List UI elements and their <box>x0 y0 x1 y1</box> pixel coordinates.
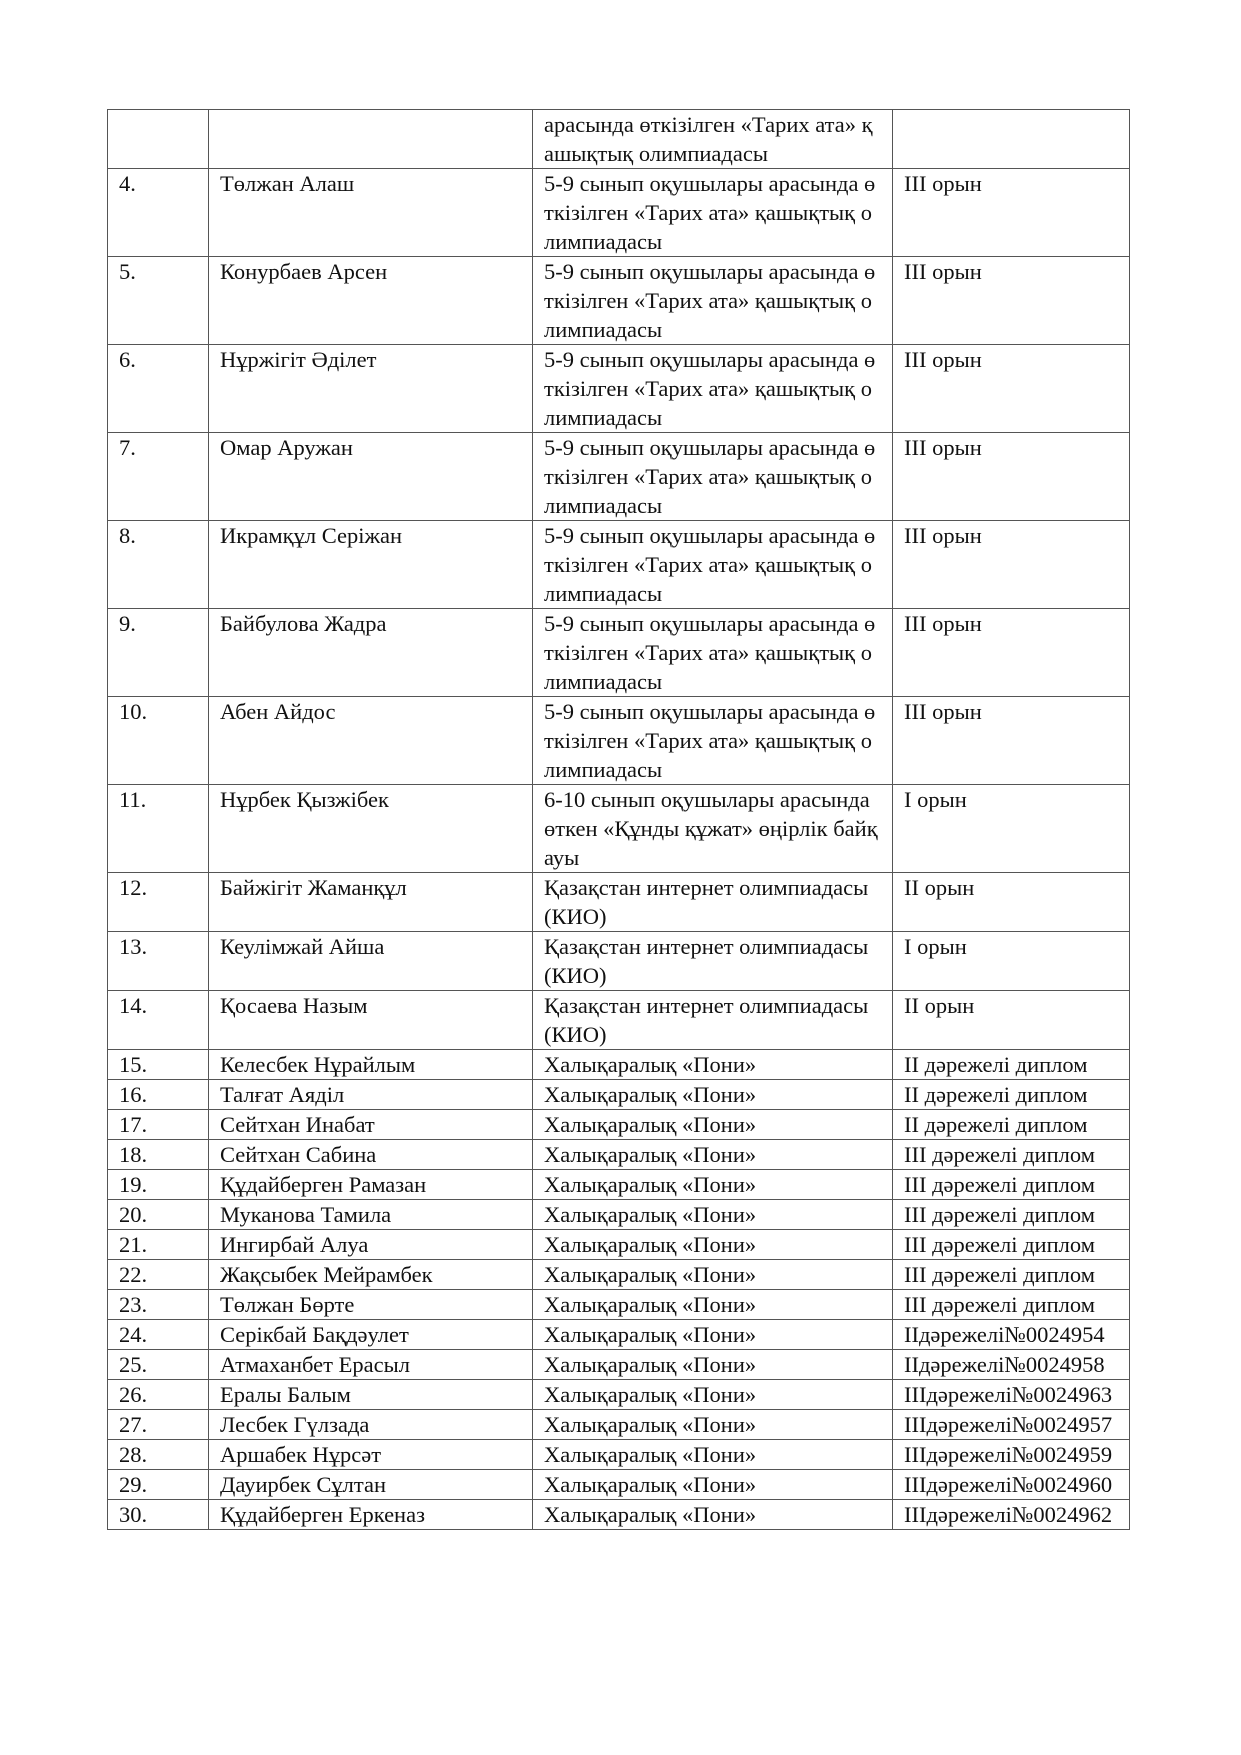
cell-event: Халықаралық «Пони» <box>533 1500 893 1530</box>
cell-num: 12. <box>108 873 209 932</box>
cell-name: Икрамқұл Серіжан <box>209 521 533 609</box>
cell-name: Аршабек Нұрсәт <box>209 1440 533 1470</box>
cell-award: III дәрежелі диплом <box>893 1140 1130 1170</box>
cell-award <box>893 110 1130 169</box>
cell-award: IIIдәрежелі№0024963 <box>893 1380 1130 1410</box>
cell-num: 10. <box>108 697 209 785</box>
cell-award: III дәрежелі диплом <box>893 1200 1130 1230</box>
cell-name: Серікбай Бақдәулет <box>209 1320 533 1350</box>
cell-num: 28. <box>108 1440 209 1470</box>
cell-num: 16. <box>108 1080 209 1110</box>
cell-num: 20. <box>108 1200 209 1230</box>
cell-event: Халықаралық «Пони» <box>533 1440 893 1470</box>
cell-event: арасында өткізілген «Тарих ата» қашықтық олимпиадасы <box>533 110 893 169</box>
cell-event: 5-9 сынып оқушылары арасында өткізілген «Тарих ата» қашықтық олимпиадасы <box>533 433 893 521</box>
cell-award: III дәрежелі диплом <box>893 1170 1130 1200</box>
cell-award: III дәрежелі диплом <box>893 1290 1130 1320</box>
cell-event: Халықаралық «Пони» <box>533 1230 893 1260</box>
table-row <box>108 433 1130 521</box>
cell-award: III орын <box>893 257 1130 345</box>
cell-name: Сейтхан Инабат <box>209 1110 533 1140</box>
table-row <box>108 1140 1130 1170</box>
table-row <box>108 345 1130 433</box>
cell-name: Абен Айдос <box>209 697 533 785</box>
table-row <box>108 785 1130 873</box>
table-row <box>108 1410 1130 1440</box>
cell-event: Халықаралық «Пони» <box>533 1350 893 1380</box>
cell-name <box>209 110 533 169</box>
cell-name: Құдайберген Еркеназ <box>209 1500 533 1530</box>
table-row <box>108 1170 1130 1200</box>
table-row <box>108 1050 1130 1080</box>
cell-event: Халықаралық «Пони» <box>533 1110 893 1140</box>
table-row <box>108 1110 1130 1140</box>
cell-num: 23. <box>108 1290 209 1320</box>
cell-award: III орын <box>893 609 1130 697</box>
table-row <box>108 110 1130 169</box>
cell-name: Байбулова Жадра <box>209 609 533 697</box>
cell-name: Байжігіт Жаманқұл <box>209 873 533 932</box>
cell-num: 13. <box>108 932 209 991</box>
cell-num: 14. <box>108 991 209 1050</box>
table-row <box>108 932 1130 991</box>
table-row <box>108 1200 1130 1230</box>
cell-event: Халықаралық «Пони» <box>533 1200 893 1230</box>
cell-event: Халықаралық «Пони» <box>533 1380 893 1410</box>
results-table <box>107 109 1130 1530</box>
cell-num: 9. <box>108 609 209 697</box>
cell-award: II дәрежелі диплом <box>893 1110 1130 1140</box>
cell-num: 30. <box>108 1500 209 1530</box>
cell-name: Нұрбек Қызжібек <box>209 785 533 873</box>
table-row <box>108 1230 1130 1260</box>
cell-event: 5-9 сынып оқушылары арасында өткізілген «Тарих ата» қашықтық олимпиадасы <box>533 521 893 609</box>
cell-name: Нұржігіт Әділет <box>209 345 533 433</box>
cell-award: II дәрежелі диплом <box>893 1050 1130 1080</box>
cell-name: Төлжан Бөрте <box>209 1290 533 1320</box>
cell-num: 22. <box>108 1260 209 1290</box>
table-row <box>108 1470 1130 1500</box>
cell-event: Халықаралық «Пони» <box>533 1260 893 1290</box>
table-row <box>108 1080 1130 1110</box>
cell-award: III дәрежелі диплом <box>893 1260 1130 1290</box>
cell-award: II дәрежелі диплом <box>893 1080 1130 1110</box>
cell-num: 27. <box>108 1410 209 1440</box>
cell-event: Халықаралық «Пони» <box>533 1410 893 1440</box>
cell-num: 4. <box>108 169 209 257</box>
cell-event: Халықаралық «Пони» <box>533 1080 893 1110</box>
cell-award: III орын <box>893 433 1130 521</box>
table-row <box>108 697 1130 785</box>
table-row <box>108 169 1130 257</box>
cell-name: Сейтхан Сабина <box>209 1140 533 1170</box>
table-row <box>108 257 1130 345</box>
cell-event: Қазақстан интернет олимпиадасы (КИО) <box>533 873 893 932</box>
cell-num: 24. <box>108 1320 209 1350</box>
cell-num: 17. <box>108 1110 209 1140</box>
cell-num: 5. <box>108 257 209 345</box>
cell-num: 18. <box>108 1140 209 1170</box>
cell-award: III орын <box>893 169 1130 257</box>
cell-award: IIIдәрежелі№0024959 <box>893 1440 1130 1470</box>
cell-name: Келесбек Нұрайлым <box>209 1050 533 1080</box>
cell-award: IIдәрежелі№0024954 <box>893 1320 1130 1350</box>
cell-award: III дәрежелі диплом <box>893 1230 1130 1260</box>
table-row <box>108 1500 1130 1530</box>
cell-award: IIдәрежелі№0024958 <box>893 1350 1130 1380</box>
cell-event: 5-9 сынып оқушылары арасында өткізілген «Тарих ата» қашықтық олимпиадасы <box>533 345 893 433</box>
cell-name: Дауирбек Сұлтан <box>209 1470 533 1500</box>
cell-award: II орын <box>893 873 1130 932</box>
cell-award: II орын <box>893 991 1130 1050</box>
cell-award: I орын <box>893 785 1130 873</box>
cell-award: III орын <box>893 521 1130 609</box>
table-row <box>108 1320 1130 1350</box>
cell-event: 5-9 сынып оқушылары арасында өткізілген «Тарих ата» қашықтық олимпиадасы <box>533 169 893 257</box>
cell-name: Атмаханбет Ерасыл <box>209 1350 533 1380</box>
cell-award: IIIдәрежелі№0024957 <box>893 1410 1130 1440</box>
cell-event: 6-10 сынып оқушылары арасында өткен «Құнды құжат» өңірлік байқауы <box>533 785 893 873</box>
cell-num: 7. <box>108 433 209 521</box>
cell-name: Төлжан Алаш <box>209 169 533 257</box>
cell-name: Жақсыбек Мейрамбек <box>209 1260 533 1290</box>
cell-event: Халықаралық «Пони» <box>533 1170 893 1200</box>
table-row <box>108 521 1130 609</box>
cell-name: Кеулімжай Айша <box>209 932 533 991</box>
cell-name: Қосаева Назым <box>209 991 533 1050</box>
cell-name: Құдайберген Рамазан <box>209 1170 533 1200</box>
cell-name: Лесбек Гүлзада <box>209 1410 533 1440</box>
cell-event: Халықаралық «Пони» <box>533 1050 893 1080</box>
cell-num <box>108 110 209 169</box>
cell-name: Омар Аружан <box>209 433 533 521</box>
cell-event: Халықаралық «Пони» <box>533 1140 893 1170</box>
cell-num: 6. <box>108 345 209 433</box>
cell-event: 5-9 сынып оқушылары арасында өткізілген «Тарих ата» қашықтық олимпиадасы <box>533 697 893 785</box>
cell-event: 5-9 сынып оқушылары арасында өткізілген «Тарих ата» қашықтық олимпиадасы <box>533 257 893 345</box>
cell-num: 26. <box>108 1380 209 1410</box>
cell-num: 15. <box>108 1050 209 1080</box>
cell-num: 19. <box>108 1170 209 1200</box>
cell-event: Қазақстан интернет олимпиадасы (КИО) <box>533 991 893 1050</box>
table-row <box>108 1440 1130 1470</box>
results-table-body <box>108 110 1130 1530</box>
table-row <box>108 609 1130 697</box>
cell-num: 29. <box>108 1470 209 1500</box>
cell-event: Халықаралық «Пони» <box>533 1290 893 1320</box>
cell-event: 5-9 сынып оқушылары арасында өткізілген «Тарих ата» қашықтық олимпиадасы <box>533 609 893 697</box>
cell-name: Ералы Балым <box>209 1380 533 1410</box>
cell-name: Ингирбай Алуа <box>209 1230 533 1260</box>
table-row <box>108 1380 1130 1410</box>
cell-name: Конурбаев Арсен <box>209 257 533 345</box>
table-row <box>108 991 1130 1050</box>
cell-event: Қазақстан интернет олимпиадасы (КИО) <box>533 932 893 991</box>
cell-num: 21. <box>108 1230 209 1260</box>
cell-award: III орын <box>893 697 1130 785</box>
table-row <box>108 873 1130 932</box>
cell-award: III орын <box>893 345 1130 433</box>
cell-num: 11. <box>108 785 209 873</box>
table-row <box>108 1260 1130 1290</box>
cell-award: I орын <box>893 932 1130 991</box>
cell-num: 25. <box>108 1350 209 1380</box>
cell-award: IIIдәрежелі№0024962 <box>893 1500 1130 1530</box>
cell-award: IIIдәрежелі№0024960 <box>893 1470 1130 1500</box>
cell-num: 8. <box>108 521 209 609</box>
cell-name: Талғат Аяділ <box>209 1080 533 1110</box>
table-row <box>108 1290 1130 1320</box>
cell-event: Халықаралық «Пони» <box>533 1470 893 1500</box>
cell-name: Муканова Тамила <box>209 1200 533 1230</box>
cell-event: Халықаралық «Пони» <box>533 1320 893 1350</box>
table-row <box>108 1350 1130 1380</box>
